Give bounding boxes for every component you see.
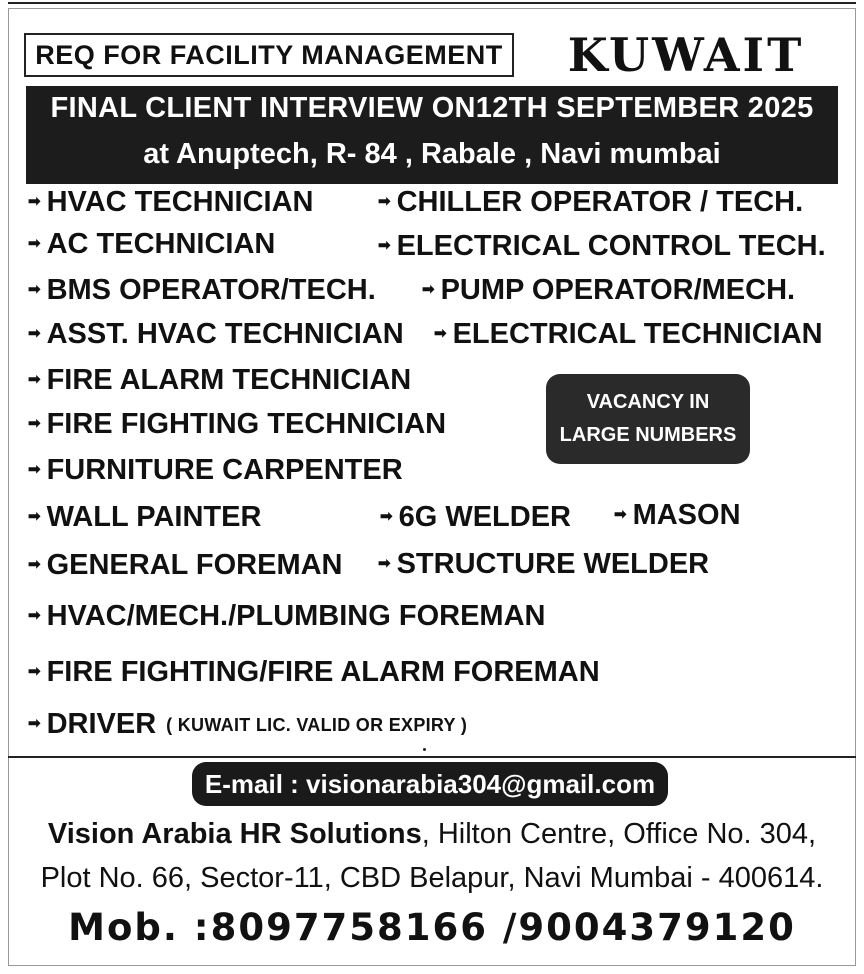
arrow-icon: ➡ xyxy=(28,325,41,342)
position-item: ➡ CHILLER OPERATOR / TECH. xyxy=(378,186,804,218)
arrow-icon: ➡ xyxy=(28,193,41,210)
position-item: ➡ ELECTRICAL CONTROL TECH. xyxy=(378,230,826,262)
position-item: ➡ ELECTRICAL TECHNICIAN xyxy=(434,318,823,350)
position-item: ➡ HVAC TECHNICIAN xyxy=(28,186,314,218)
position-item: ➡ STRUCTURE WELDER xyxy=(378,548,710,580)
company-name: Vision Arabia HR Solutions xyxy=(47,818,422,850)
position-item: ➡ DRIVER ( KUWAIT LIC. VALID OR EXPIRY ) xyxy=(28,708,468,740)
footer-divider xyxy=(8,756,856,758)
position-item: ➡ WALL PAINTER xyxy=(28,501,262,533)
arrow-icon: ➡ xyxy=(28,508,41,525)
arrow-icon: ➡ xyxy=(28,607,41,624)
arrow-icon: ➡ xyxy=(378,555,391,572)
arrow-icon: ➡ xyxy=(614,506,627,523)
top-rule xyxy=(8,2,856,4)
position-item: ➡ PUMP OPERATOR/MECH. xyxy=(422,274,796,306)
mobile-numbers[interactable]: Mob. :8097758166 /9004379120 xyxy=(68,906,796,949)
arrow-icon: ➡ xyxy=(28,715,41,732)
header-country: KUWAIT xyxy=(567,28,805,82)
header-requirement-title: REQ FOR FACILITY MANAGEMENT xyxy=(24,33,514,77)
arrow-icon: ➡ xyxy=(28,415,41,432)
arrow-icon: ➡ xyxy=(28,663,41,680)
vacancy-line-1: VACANCY IN xyxy=(586,391,710,413)
email-box[interactable]: E-mail : visionarabia304@gmail.com xyxy=(192,762,668,806)
arrow-icon: ➡ xyxy=(434,325,447,342)
arrow-icon: ➡ xyxy=(422,281,435,298)
position-item: ➡ FIRE ALARM TECHNICIAN xyxy=(28,364,412,396)
company-address-line-2: Plot No. 66, Sector-11, CBD Belapur, Navi Mumbai - 400614. xyxy=(40,862,824,894)
separator-dot xyxy=(423,748,426,751)
position-item: ➡ MASON xyxy=(614,499,741,531)
position-item: ➡ FURNITURE CARPENTER xyxy=(28,454,403,486)
company-address-line-1: Vision Arabia HR Solutions, Hilton Centre, Office No. 304, xyxy=(47,818,817,850)
interview-date: FINAL CLIENT INTERVIEW ON12TH SEPTEMBER 2025 xyxy=(50,92,814,124)
vacancy-line-2: LARGE NUMBERS xyxy=(559,424,737,446)
arrow-icon: ➡ xyxy=(28,461,41,478)
position-item: ➡ BMS OPERATOR/TECH. xyxy=(28,274,376,306)
position-item: ➡ AC TECHNICIAN xyxy=(28,228,276,260)
arrow-icon: ➡ xyxy=(28,281,41,298)
driver-license-note: ( KUWAIT LIC. VALID OR EXPIRY ) xyxy=(166,714,468,735)
position-item: ➡ ASST. HVAC TECHNICIAN xyxy=(28,318,404,350)
interview-banner xyxy=(26,86,838,184)
position-item: ➡ GENERAL FOREMAN xyxy=(28,549,343,581)
position-item: ➡ FIRE FIGHTING/FIRE ALARM FOREMAN xyxy=(28,656,600,688)
arrow-icon: ➡ xyxy=(28,556,41,573)
arrow-icon: ➡ xyxy=(380,508,393,525)
position-item: ➡ FIRE FIGHTING TECHNICIAN xyxy=(28,408,447,440)
arrow-icon: ➡ xyxy=(28,235,41,252)
arrow-icon: ➡ xyxy=(378,193,391,210)
position-item: ➡ HVAC/MECH./PLUMBING FOREMAN xyxy=(28,600,546,632)
interview-venue: at Anuptech, R- 84 , Rabale , Navi mumbai xyxy=(143,138,721,170)
position-item: ➡ 6G WELDER xyxy=(380,501,571,533)
vacancy-badge xyxy=(546,374,750,464)
arrow-icon: ➡ xyxy=(378,237,391,254)
arrow-icon: ➡ xyxy=(28,371,41,388)
